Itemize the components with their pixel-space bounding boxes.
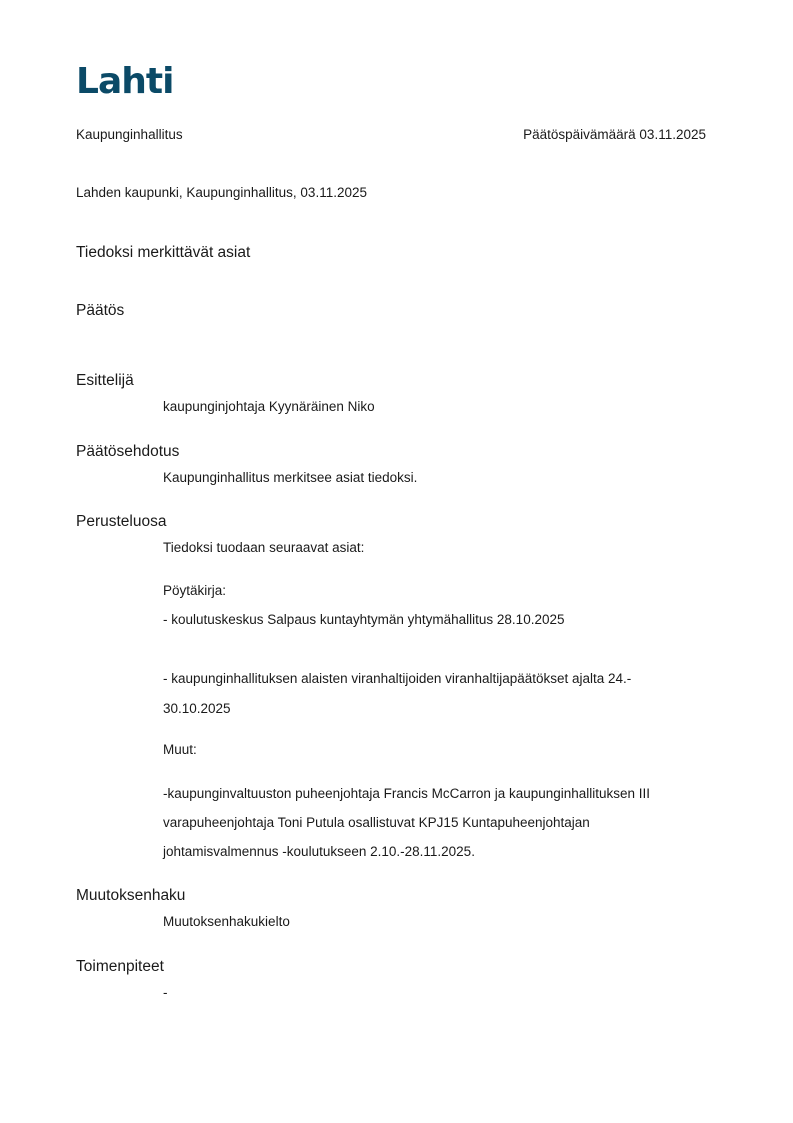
document-title: Tiedoksi merkittävät asiat	[76, 244, 251, 261]
minutes-label: Pöytäkirja:	[163, 583, 227, 598]
proposal-heading: Päätösehdotus	[76, 443, 180, 460]
rationale-heading: Perusteluosa	[76, 513, 167, 530]
rationale-item-3-line-1: -kaupunginvaltuuston puheenjohtaja Francis McCarron ja kaupunginhallituksen III	[163, 786, 651, 801]
lahti-logo: Lahti	[76, 61, 174, 102]
actions-heading: Toimenpiteet	[76, 958, 164, 975]
appeal-text: Muutoksenhakukielto	[163, 914, 290, 929]
presenter-text: kaupunginjohtaja Kyynäräinen Niko	[163, 399, 375, 414]
presenter-heading: Esittelijä	[76, 372, 134, 389]
decision-body: Kaupunginhallitus	[76, 127, 183, 142]
proposal-text: Kaupunginhallitus merkitsee asiat tiedoksi.	[163, 470, 418, 485]
rationale-intro: Tiedoksi tuodaan seuraavat asiat:	[163, 540, 365, 555]
other-label: Muut:	[163, 742, 197, 757]
rationale-item-1: - koulutuskeskus Salpaus kuntayhtymän yhtymähallitus 28.10.2025	[163, 612, 565, 627]
decision-heading: Päätös	[76, 302, 125, 319]
rationale-item-2-line-2: 30.10.2025	[163, 701, 231, 716]
appeal-heading: Muutoksenhaku	[76, 887, 186, 904]
decision-date: Päätöspäivämäärä 03.11.2025	[523, 127, 706, 142]
rationale-item-3-line-3: johtamisvalmennus -koulutukseen 2.10.-28.11.2025.	[163, 844, 475, 859]
rationale-item-3-line-2: varapuheenjohtaja Toni Putula osallistuvat KPJ15 Kuntapuheenjohtajan	[163, 815, 590, 830]
rationale-item-2-line-1: - kaupunginhallituksen alaisten viranhaltijoiden viranhaltijapäätökset ajalta 24.-	[163, 671, 632, 686]
actions-text: -	[163, 985, 168, 1000]
meeting-line: Lahden kaupunki, Kaupunginhallitus, 03.11.2025	[76, 185, 367, 200]
